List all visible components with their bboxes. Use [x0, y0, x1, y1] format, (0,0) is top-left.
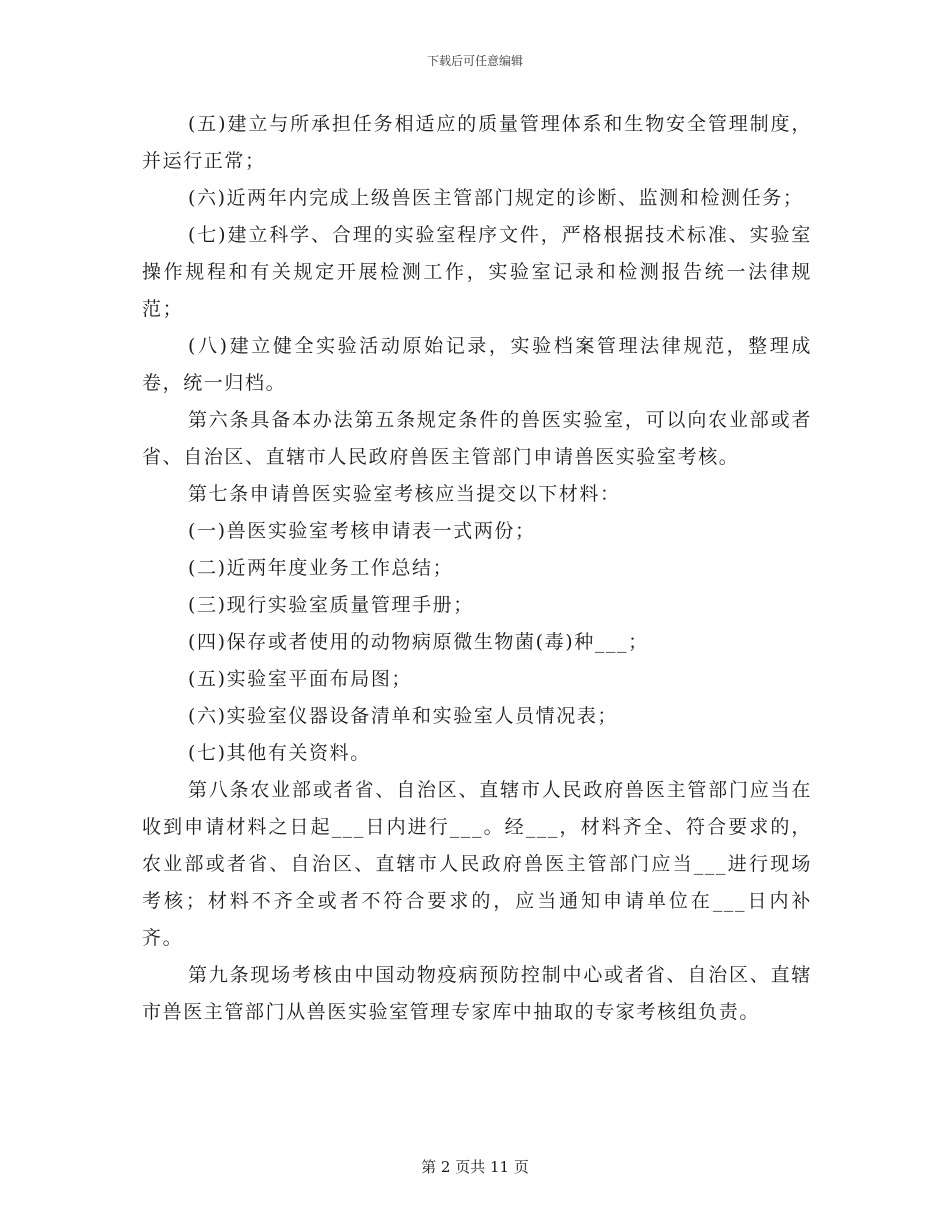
paragraph-material-2: (二)近两年度业务工作总结；: [188, 557, 454, 579]
paragraph-article-9: 第九条现场考核由中国动物疫病预防控制中心或者省、自治区、直辖市兽医主管部门从兽医实验室管理专家库中抽取的专家考核组负责。: [142, 964, 812, 1023]
paragraph-material-3: (三)现行实验室质量管理手册；: [188, 594, 474, 616]
paragraph-item-7: (七)建立科学、合理的实验室程序文件，严格根据技术标准、实验室操作规程和有关规定开展检测工作，实验室记录和检测报告统一法律规范；: [142, 224, 812, 320]
page-header: 下载后可任意编辑: [426, 54, 523, 68]
paragraph-material-5: (五)实验室平面布局图；: [188, 668, 413, 690]
paragraph-material-6: (六)实验室仪器设备清单和实验室人员情况表；: [188, 705, 619, 727]
paragraph-article-7: 第七条申请兽医实验室考核应当提交以下材料：: [188, 483, 621, 505]
page-number: 第 2 页共 11 页: [421, 1158, 529, 1176]
paragraph-material-1: (一)兽医实验室考核申请表一式两份；: [188, 520, 536, 542]
paragraph-item-8: (八)建立健全实验活动原始记录，实验档案管理法律规范，整理成卷，统一归档。: [142, 335, 812, 394]
paragraph-article-6: 第六条具备本办法第五条规定条件的兽医实验室，可以向农业部或者省、自治区、直辖市人民政府兽医主管部门申请兽医实验室考核。: [142, 409, 812, 468]
paragraph-material-4: (四)保存或者使用的动物病原微生物菌(毒)种___；: [188, 631, 649, 653]
paragraph-item-5: (五)建立与所承担任务相适应的质量管理体系和生物安全管理制度，并运行正常；: [142, 113, 812, 172]
paragraph-item-6: (六)近两年内完成上级兽医主管部门规定的诊断、监测和检测任务；: [188, 187, 804, 209]
document-body: [142, 106, 812, 1031]
paragraph-article-8: 第八条农业部或者省、自治区、直辖市人民政府兽医主管部门应当在收到申请材料之日起___日内进行___。经___，材料齐全、符合要求的，农业部或者省、自治区、直辖市人民政府兽医主管部门应当___进行现场考核；材料不齐全或者不符合要求的，应当通知申请单位在___日内补齐。: [142, 779, 812, 949]
paragraph-material-7: (七)其他有关资料。: [188, 742, 371, 764]
